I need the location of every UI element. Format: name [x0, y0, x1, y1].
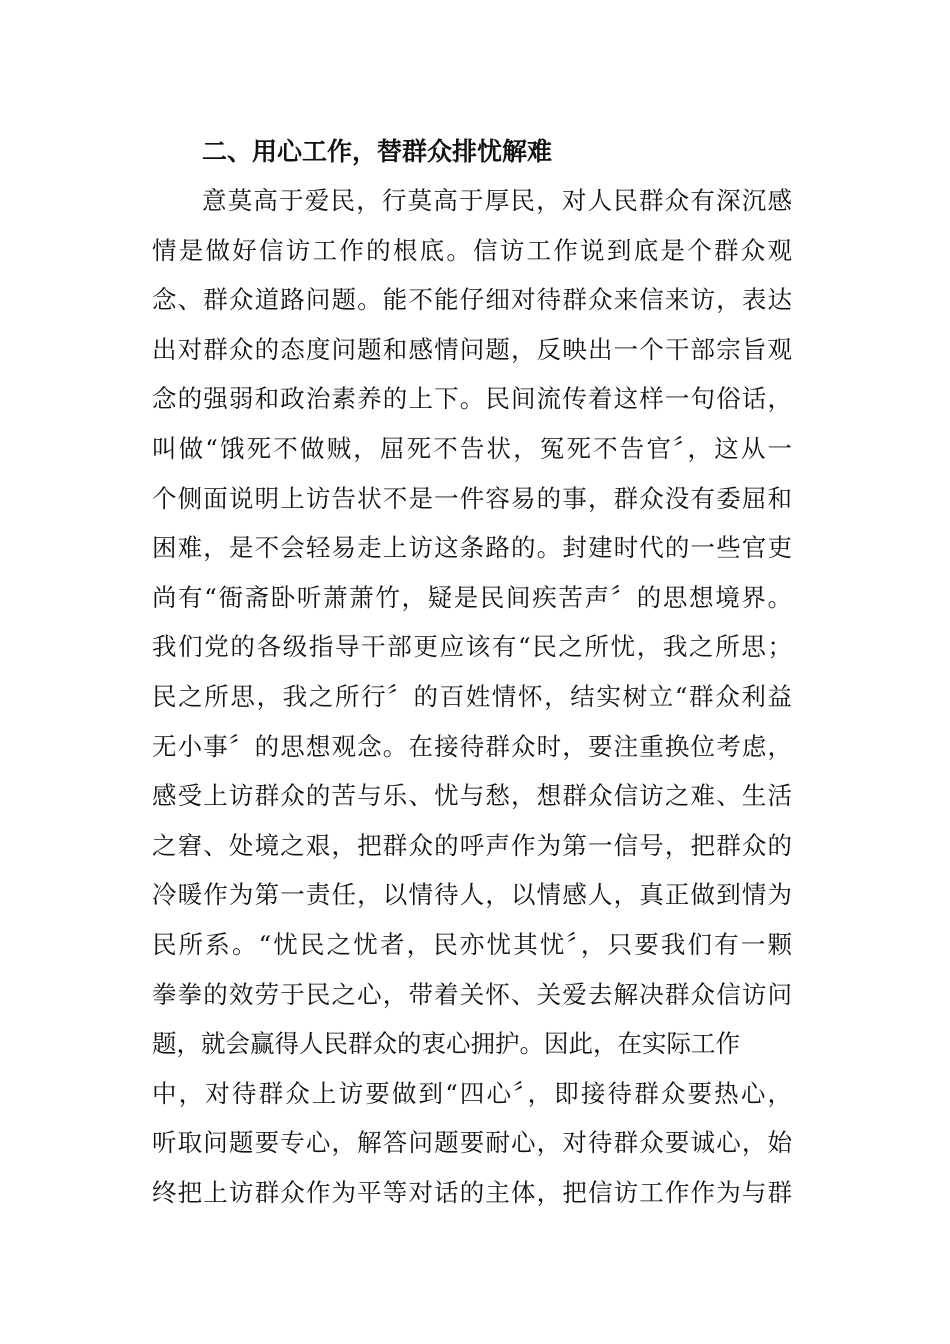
text-line: 尚有“衙斋卧听萧萧竹，疑是民间疾苦声〞的思想境界。 [152, 582, 792, 612]
text-line: 意莫高于爱民，行莫高于厚民，对人民群众有深沉感 [202, 186, 792, 215]
text-line: 之窘、处境之艰，把群众的呼声作为第一信号，把群众的 [152, 830, 792, 860]
text-line: 无小事〞的思想观念。在接待群众时，要注重换位考虑， [152, 731, 792, 761]
text-line: 民之所思，我之所行〞的百姓情怀，结实树立“群众利益 [152, 681, 792, 711]
text-line: 民所系。“忧民之忧者，民亦忧其忧〞，只要我们有一颗 [152, 929, 792, 959]
body-paragraph [152, 181, 792, 1222]
text-line: 念、群众道路问题。能不能仔细对待群众来信来访，表达 [152, 285, 792, 315]
text-line: 我们党的各级指导干部更应该有“民之所忧，我之所思； [152, 632, 792, 662]
text-line: 情是做好信访工作的根底。信访工作说到底是个群众观 [152, 235, 792, 265]
section-heading: 二、用心工作，替群众排忧解难 [202, 137, 553, 166]
text-line: 个侧面说明上访告状不是一件容易的事，群众没有委屈和 [152, 483, 792, 513]
text-line: 终把上访群众作为平等对话的主体，把信访工作作为与群 [152, 1177, 792, 1207]
text-line: 叫做“饿死不做贼，屈死不告状，冤死不告官〞，这从一 [152, 433, 792, 463]
text-line: 冷暖作为第一责任，以情待人，以情感人，真正做到情为 [152, 880, 792, 910]
text-line: 拳拳的效劳于民之心，带着关怀、关爱去解决群众信访问 [152, 979, 792, 1009]
text-line: 中，对待群众上访要做到“四心〞，即接待群众要热心， [152, 1078, 792, 1108]
text-line: 念的强弱和政治素养的上下。民间流传着这样一句俗话， [152, 384, 792, 414]
text-line: 题，就会赢得人民群众的衷心拥护。因此，在实际工作 [152, 1029, 740, 1059]
text-line: 感受上访群众的苦与乐、忧与愁，想群众信访之难、生活 [152, 781, 792, 811]
text-line: 听取问题要专心，解答问题要耐心，对待群众要诚心，始 [152, 1128, 792, 1158]
text-line: 出对群众的态度问题和感情问题，反映出一个干部宗旨观 [152, 334, 792, 364]
text-line: 困难，是不会轻易走上访这条路的。封建时代的一些官吏 [152, 533, 792, 563]
